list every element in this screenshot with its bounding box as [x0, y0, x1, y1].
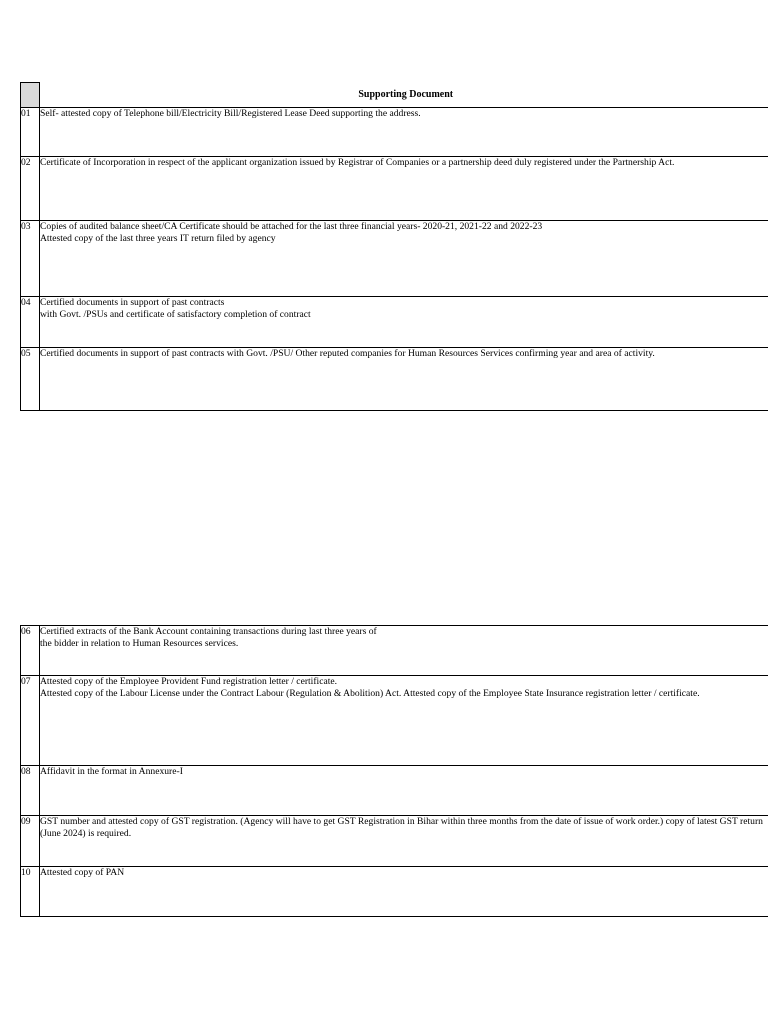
table-row [21, 867, 768, 917]
row-description: Certified extracts of the Bank Account containing transactions during last three years of the bidder in relation to Human Resources services. [40, 626, 768, 676]
row-number: 07 [21, 676, 40, 766]
row-description: Affidavit in the format in Annexure-I [40, 766, 768, 816]
table-row [21, 157, 768, 221]
table-row [21, 108, 768, 157]
row-number: 10 [21, 867, 40, 917]
table-row [21, 348, 768, 411]
table-header-title: Supporting Document [358, 89, 454, 101]
row-number: 09 [21, 816, 40, 867]
supporting-document-table-part-2 [20, 625, 768, 917]
supporting-document-table-part-1 [20, 82, 768, 411]
table-row [21, 297, 768, 348]
table-row [21, 676, 768, 766]
header-number-cell [21, 83, 40, 108]
table-row [21, 816, 768, 867]
row-description: GST number and attested copy of GST registration. (Agency will have to get GST Registration in Bihar within three months from the date of issue of work order.) copy of latest GST return (June 2024) is required. [40, 816, 768, 867]
row-number: 04 [21, 297, 40, 348]
row-description: Certified documents in support of past contracts with Govt. /PSU/ Other reputed companies for Human Resources Services confirming year and area of activity. [40, 348, 768, 411]
table-row [21, 626, 768, 676]
table-row [21, 221, 768, 297]
row-number: 02 [21, 157, 40, 221]
row-description: Attested copy of the Employee Provident Fund registration letter / certificate. Attested copy of the Labour License under the Contract Labour (Regulation & Abolition) Act. Attested copy of the Employee State Insurance registration letter / certificate. [40, 676, 768, 766]
row-description: Self- attested copy of Telephone bill/Electricity Bill/Registered Lease Deed supporting the address. [40, 108, 768, 157]
table-row [21, 766, 768, 816]
row-description: Copies of audited balance sheet/CA Certificate should be attached for the last three financial years- 2020-21, 2021-22 and 2022-23 Attested copy of the last three years IT return filed by agency [40, 221, 768, 297]
row-number: 03 [21, 221, 40, 297]
row-number: 06 [21, 626, 40, 676]
row-description: Attested copy of PAN [40, 867, 768, 917]
table-header-row [21, 83, 768, 108]
row-description: Certificate of Incorporation in respect of the applicant organization issued by Registrar of Companies or a partnership deed duly registered under the Partnership Act. [40, 157, 768, 221]
row-number: 01 [21, 108, 40, 157]
row-number: 08 [21, 766, 40, 816]
row-description: Certified documents in support of past contracts with Govt. /PSUs and certificate of satisfactory completion of contract [40, 297, 768, 348]
row-number: 05 [21, 348, 40, 411]
